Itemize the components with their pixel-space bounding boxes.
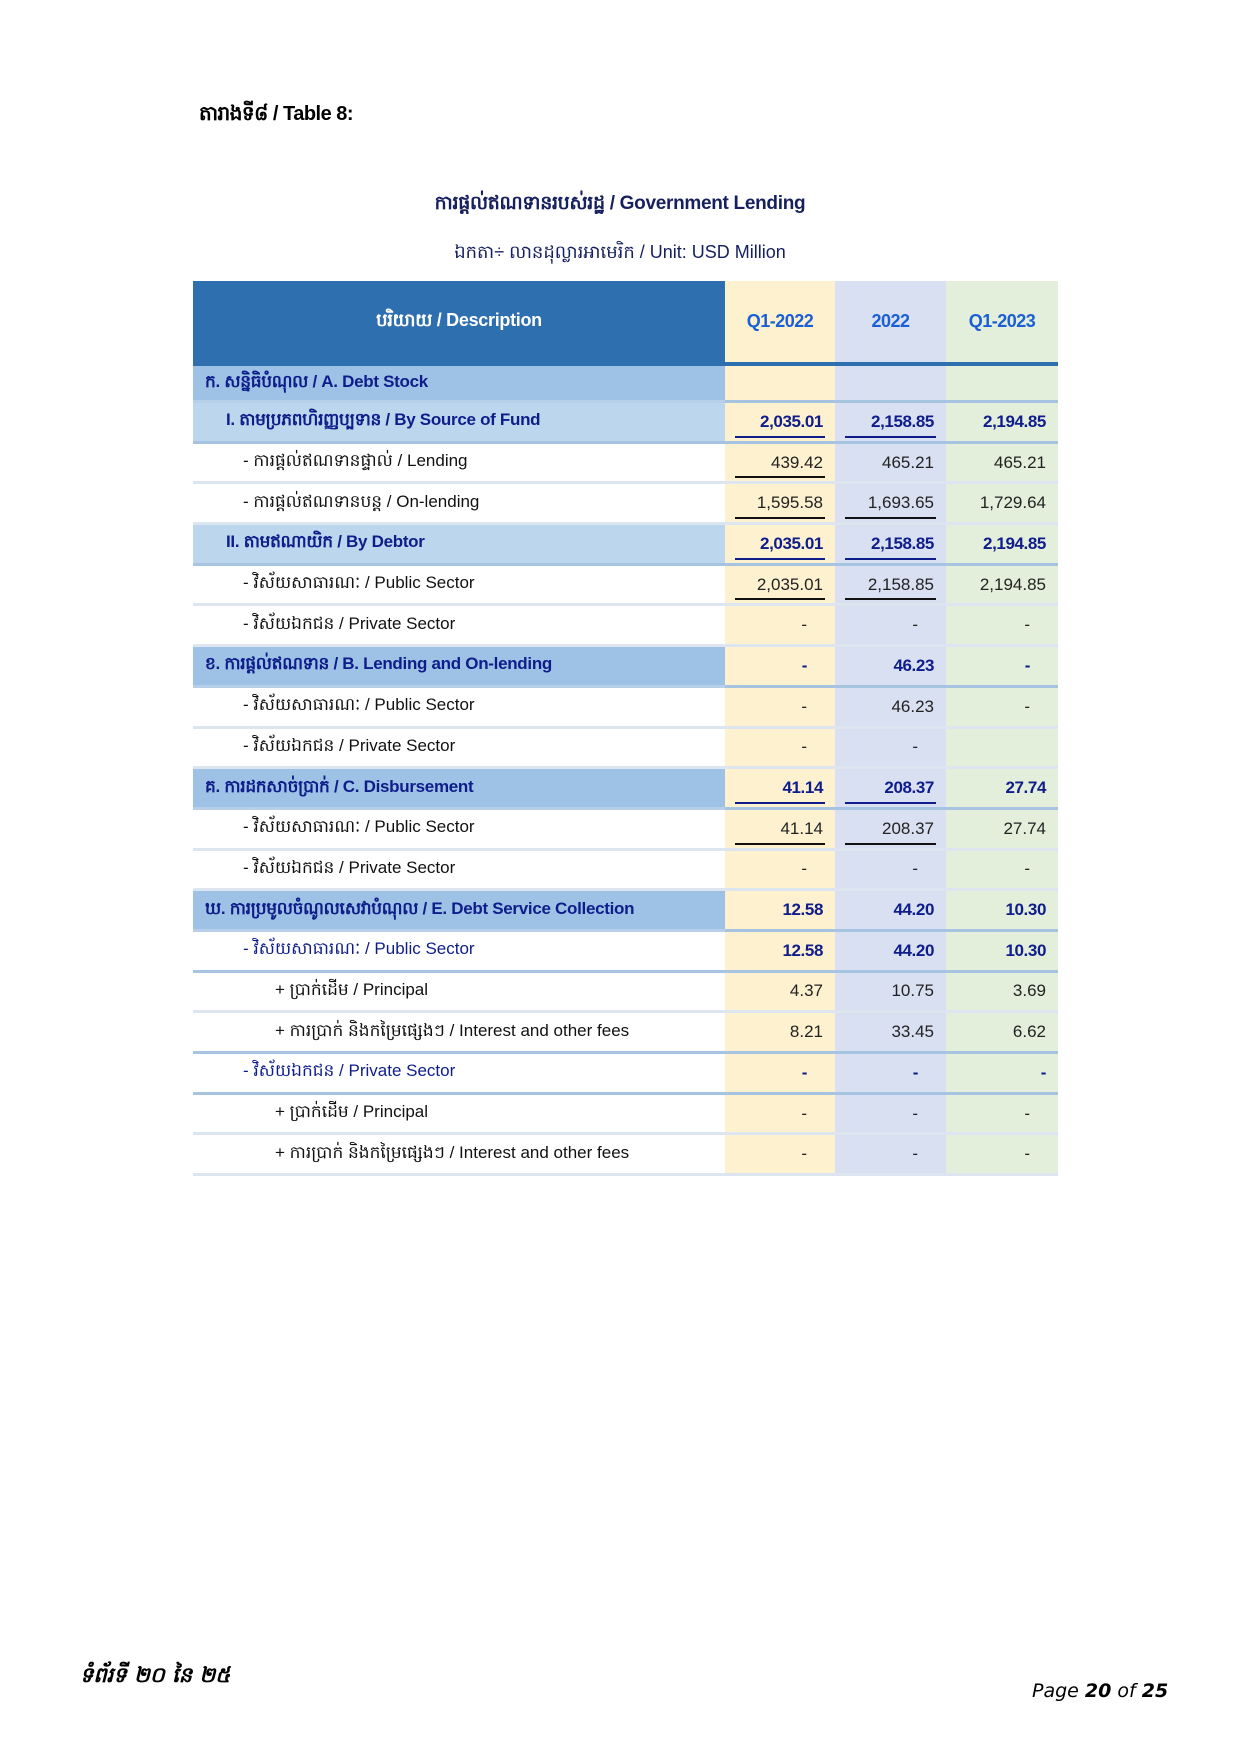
cell-2022: 1,693.65 bbox=[835, 484, 946, 525]
table-row bbox=[193, 525, 1058, 566]
cell-q1-2023: 10.30 bbox=[946, 891, 1058, 932]
footer-khmer-page-number: ទំព័រទី ២០ នៃ ២៥ bbox=[80, 1662, 231, 1687]
header-description: បរិយាយ / Description bbox=[193, 281, 725, 362]
table-row bbox=[193, 606, 1058, 647]
page-total: 25 bbox=[1141, 1680, 1169, 1702]
cell-q1-2022: 41.14 bbox=[725, 769, 835, 810]
cell-2022: 208.37 bbox=[835, 769, 946, 810]
cell-q1-2022: 2,035.01 bbox=[725, 403, 835, 444]
cell-q1-2022: 2,035.01 bbox=[725, 525, 835, 566]
table-row bbox=[193, 851, 1058, 892]
cell-q1-2023: 6.62 bbox=[946, 1013, 1058, 1054]
cell-q1-2023: - bbox=[946, 1135, 1058, 1176]
table-header bbox=[193, 281, 1058, 362]
cell-q1-2022: - bbox=[725, 688, 835, 729]
cell-2022: 465.21 bbox=[835, 444, 946, 485]
cell-2022: 208.37 bbox=[835, 810, 946, 851]
cell-2022: 46.23 bbox=[835, 688, 946, 729]
table-row bbox=[193, 1095, 1058, 1136]
cell-q1-2022: 439.42 bbox=[725, 444, 835, 485]
row-label: - ការផ្តល់ឥណទានបន្ត / On-lending bbox=[193, 484, 725, 525]
row-label: - វិស័យឯកជន / Private Sector bbox=[193, 606, 725, 647]
cell-q1-2022: 12.58 bbox=[725, 891, 835, 932]
government-lending-table bbox=[193, 281, 1058, 1176]
row-label: - វិស័យឯកជន / Private Sector bbox=[193, 1054, 725, 1095]
unit-label: ឯកតា÷ លានដុល្លារអាមេរិក / Unit: USD Million bbox=[454, 242, 786, 262]
cell-2022: - bbox=[835, 851, 946, 892]
cell-q1-2022: - bbox=[725, 1135, 835, 1176]
cell-q1-2023: - bbox=[946, 1054, 1058, 1095]
table-row bbox=[193, 769, 1058, 810]
cell-q1-2023: 27.74 bbox=[946, 769, 1058, 810]
cell-q1-2022: - bbox=[725, 1054, 835, 1095]
row-label: + ការប្រាក់ និងកម្រៃផ្សេងៗ / Interest and other fees bbox=[193, 1013, 725, 1054]
cell-2022: - bbox=[835, 729, 946, 770]
cell-2022: 44.20 bbox=[835, 932, 946, 973]
cell-q1-2022: 2,035.01 bbox=[725, 566, 835, 607]
cell-q1-2022: 4.37 bbox=[725, 973, 835, 1014]
table-row bbox=[193, 1135, 1058, 1176]
cell-q1-2022: - bbox=[725, 1095, 835, 1136]
table-row bbox=[193, 973, 1058, 1014]
page-of: of bbox=[1117, 1680, 1136, 1702]
cell-q1-2022: - bbox=[725, 606, 835, 647]
table-row bbox=[193, 810, 1058, 851]
table-label: តារាងទី៨ / Table 8: bbox=[199, 103, 354, 125]
cell-q1-2023 bbox=[946, 366, 1058, 403]
row-label: II. តាមឥណាយិក / By Debtor bbox=[193, 525, 725, 566]
cell-2022: - bbox=[835, 1135, 946, 1176]
cell-q1-2022: - bbox=[725, 851, 835, 892]
cell-2022: 2,158.85 bbox=[835, 525, 946, 566]
cell-q1-2023: 2,194.85 bbox=[946, 566, 1058, 607]
cell-q1-2023: 1,729.64 bbox=[946, 484, 1058, 525]
cell-2022: 33.45 bbox=[835, 1013, 946, 1054]
cell-2022 bbox=[835, 366, 946, 403]
header-q1-2022: Q1-2022 bbox=[725, 281, 835, 362]
cell-2022: - bbox=[835, 1095, 946, 1136]
table-row bbox=[193, 1013, 1058, 1054]
cell-2022: 10.75 bbox=[835, 973, 946, 1014]
cell-2022: 46.23 bbox=[835, 647, 946, 688]
table-row bbox=[193, 729, 1058, 770]
row-label: + ប្រាក់ដើម / Principal bbox=[193, 973, 725, 1014]
table-row bbox=[193, 444, 1058, 485]
row-label: - វិស័យឯកជន / Private Sector bbox=[193, 851, 725, 892]
cell-2022: 44.20 bbox=[835, 891, 946, 932]
table-title: ការផ្តល់ឥណទានរបស់រដ្ឋ / Government Lending bbox=[434, 193, 806, 214]
cell-q1-2023 bbox=[946, 729, 1058, 770]
row-label: គ. ការដកសាច់ប្រាក់ / C. Disbursement bbox=[193, 769, 725, 810]
cell-q1-2023: - bbox=[946, 1095, 1058, 1136]
row-label: - វិស័យសាធារណៈ / Public Sector bbox=[193, 688, 725, 729]
cell-q1-2023: 10.30 bbox=[946, 932, 1058, 973]
cell-2022: 2,158.85 bbox=[835, 403, 946, 444]
header-2022: 2022 bbox=[835, 281, 946, 362]
table-row bbox=[193, 366, 1058, 403]
cell-2022: 2,158.85 bbox=[835, 566, 946, 607]
page-current: 20 bbox=[1084, 1680, 1112, 1702]
table-row bbox=[193, 891, 1058, 932]
cell-2022: - bbox=[835, 1054, 946, 1095]
table-row bbox=[193, 688, 1058, 729]
row-label: - វិស័យសាធារណៈ / Public Sector bbox=[193, 810, 725, 851]
row-label: - វិស័យសាធារណៈ / Public Sector bbox=[193, 932, 725, 973]
cell-q1-2022: 12.58 bbox=[725, 932, 835, 973]
row-label: ឃ. ការប្រមូលចំណូលសេវាបំណុល / E. Debt Service Collection bbox=[193, 891, 725, 932]
cell-q1-2022: 1,595.58 bbox=[725, 484, 835, 525]
row-label: ខ. ការផ្តល់ឥណទាន / B. Lending and On-lending bbox=[193, 647, 725, 688]
cell-q1-2023: 2,194.85 bbox=[946, 403, 1058, 444]
cell-q1-2023: 465.21 bbox=[946, 444, 1058, 485]
cell-q1-2022 bbox=[725, 366, 835, 403]
row-label: - វិស័យឯកជន / Private Sector bbox=[193, 729, 725, 770]
row-label: - វិស័យសាធារណៈ / Public Sector bbox=[193, 566, 725, 607]
cell-q1-2022: 41.14 bbox=[725, 810, 835, 851]
cell-q1-2023: 2,194.85 bbox=[946, 525, 1058, 566]
row-label: + ប្រាក់ដើម / Principal bbox=[193, 1095, 725, 1136]
cell-q1-2023: - bbox=[946, 606, 1058, 647]
table-row bbox=[193, 932, 1058, 973]
footer-page-number bbox=[1032, 1680, 1168, 1702]
row-label: + ការប្រាក់ និងកម្រៃផ្សេងៗ / Interest and other fees bbox=[193, 1135, 725, 1176]
row-label: - ការផ្តល់ឥណទានផ្ទាល់ / Lending bbox=[193, 444, 725, 485]
cell-q1-2022: - bbox=[725, 729, 835, 770]
cell-q1-2023: - bbox=[946, 688, 1058, 729]
cell-2022: - bbox=[835, 606, 946, 647]
cell-q1-2023: 3.69 bbox=[946, 973, 1058, 1014]
cell-q1-2022: - bbox=[725, 647, 835, 688]
table-row bbox=[193, 484, 1058, 525]
header-q1-2023: Q1-2023 bbox=[946, 281, 1058, 362]
table-row bbox=[193, 403, 1058, 444]
cell-q1-2022: 8.21 bbox=[725, 1013, 835, 1054]
table-row bbox=[193, 1054, 1058, 1095]
cell-q1-2023: - bbox=[946, 851, 1058, 892]
table-row bbox=[193, 647, 1058, 688]
cell-q1-2023: 27.74 bbox=[946, 810, 1058, 851]
table-row bbox=[193, 566, 1058, 607]
cell-q1-2023: - bbox=[946, 647, 1058, 688]
page-prefix: Page bbox=[1032, 1680, 1079, 1702]
row-label: ក. សន្និធិបំណុល / A. Debt Stock bbox=[193, 366, 725, 403]
row-label: I. តាមប្រភពហិរញ្ញប្បទាន / By Source of Fund bbox=[193, 403, 725, 444]
